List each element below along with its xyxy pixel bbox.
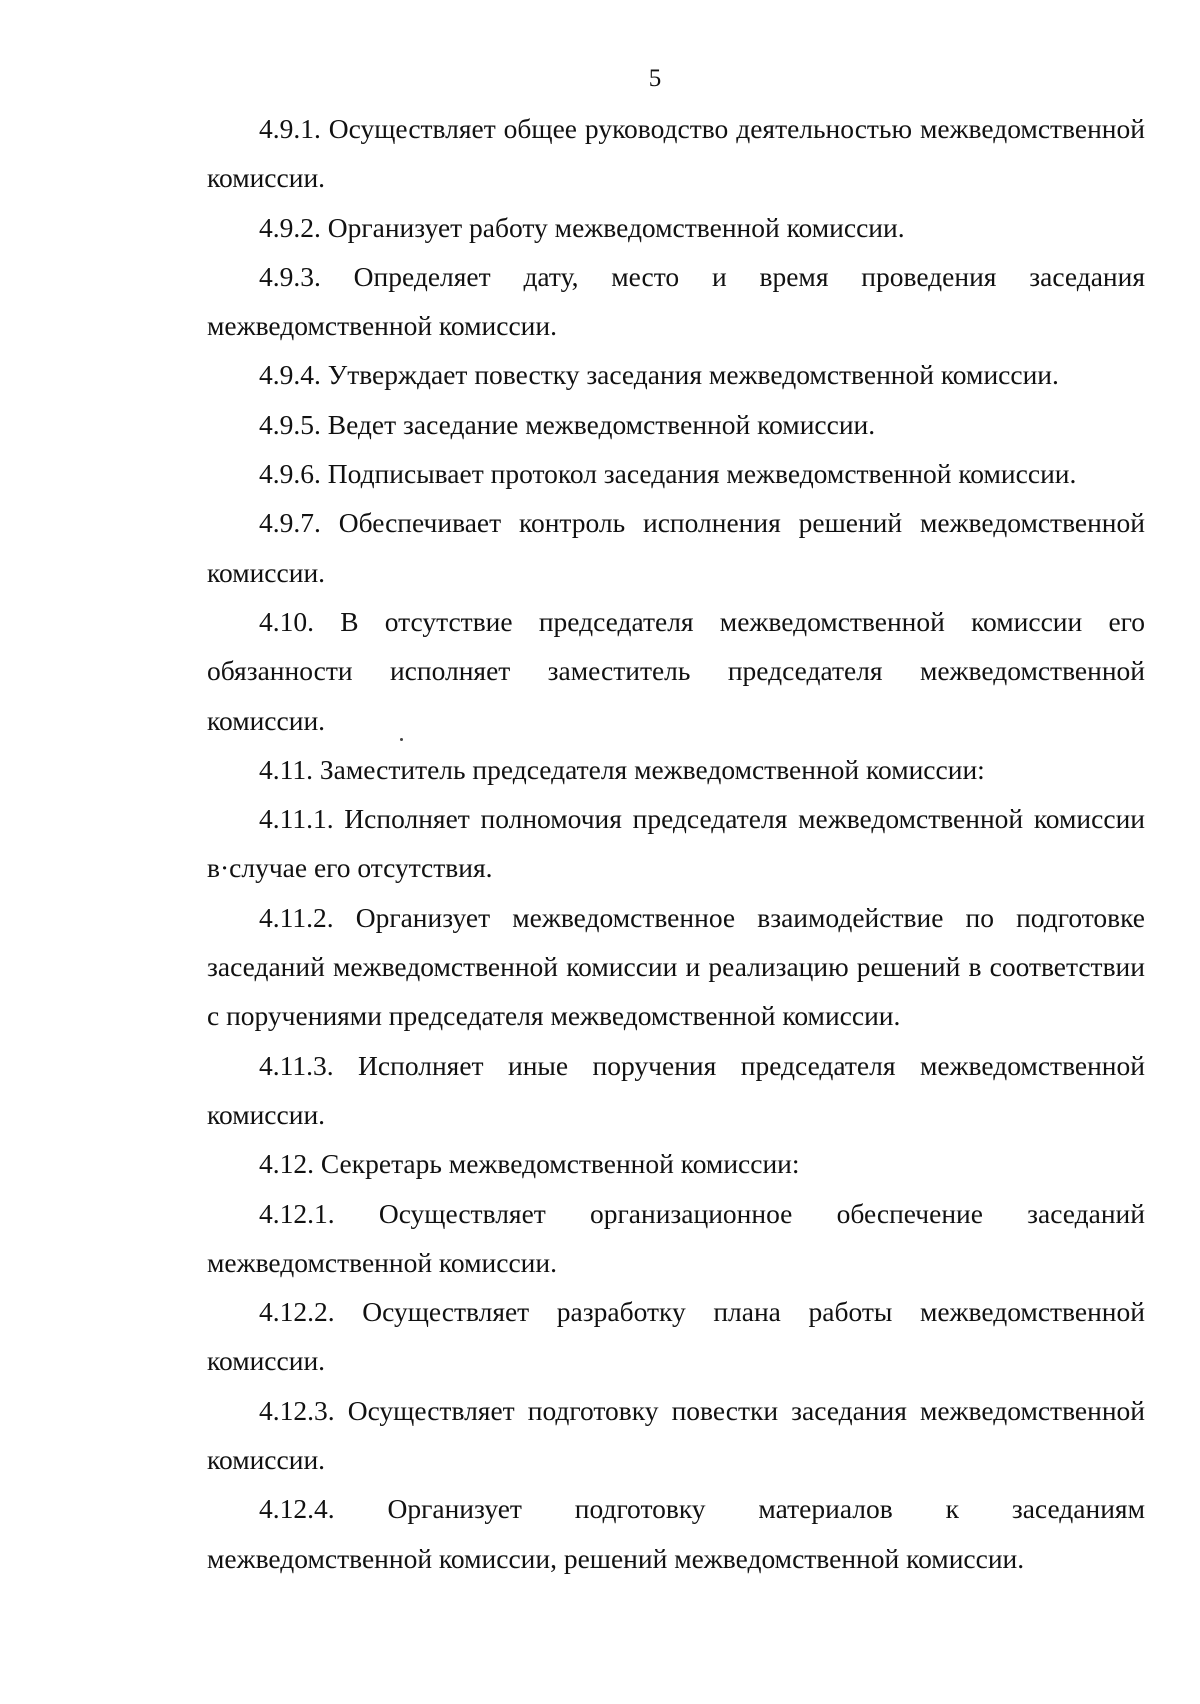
clause-4-12-2: 4.12.2. Осуществляет разработку плана работы межведомственной комиссии. bbox=[207, 1296, 1145, 1377]
clause-4-12-4: 4.12.4. Организует подготовку материалов к заседаниям межведомственной комиссии, решений межведомственной комиссии. bbox=[207, 1493, 1145, 1574]
clause-4-9-1: 4.9.1. Осуществляет общее руководство деятельностью межведомственной комиссии. bbox=[207, 113, 1145, 194]
page-number: 5 bbox=[648, 65, 662, 92]
clause-4-9-2: 4.9.2. Организует работу межведомственной комиссии. bbox=[259, 211, 905, 243]
clause-4-9-7: 4.9.7. Обеспечивает контроль исполнения решений межведомственной комиссии. bbox=[207, 507, 1145, 588]
clause-4-11-3: 4.11.3. Исполняет иные поручения председателя межведомственной комиссии. bbox=[207, 1049, 1145, 1130]
document-body bbox=[207, 104, 1145, 1583]
scan-speck bbox=[400, 738, 403, 741]
clause-4-12-1: 4.12.1. Осуществляет организационное обеспечение заседаний межведомственной комиссии. bbox=[207, 1197, 1145, 1278]
clause-4-9-4: 4.9.4. Утверждает повестку заседания межведомственной комиссии. bbox=[259, 359, 1059, 391]
clause-4-11-1: 4.11.1. Исполняет полномочия председателя межведомственной комиссии в·случае его отсутствия. bbox=[207, 803, 1145, 884]
clause-4-12: 4.12. Секретарь межведомственной комиссии: bbox=[259, 1148, 800, 1180]
clause-4-11-2: 4.11.2. Организует межведомственное взаимодействие по подготовке заседаний межведомственной комиссии и реализацию решений в соответствии с поручениями председателя межведомственной комиссии. bbox=[207, 901, 1145, 1032]
clause-4-9-5: 4.9.5. Ведет заседание межведомственной комиссии. bbox=[259, 408, 876, 440]
clause-4-9-3: 4.9.3. Определяет дату, место и время проведения заседания межведомственной комиссии. bbox=[207, 260, 1145, 342]
clause-4-12-3: 4.12.3. Осуществляет подготовку повестки заседания межведомственной комиссии. bbox=[207, 1394, 1145, 1476]
clause-4-9-6: 4.9.6. Подписывает протокол заседания межведомственной комиссии. bbox=[259, 458, 1077, 490]
clause-4-11: 4.11. Заместитель председателя межведомственной комиссии: bbox=[259, 753, 985, 785]
clause-4-10: 4.10. В отсутствие председателя межведомственной комиссии его обязанности исполняет заместитель председателя межведомственной комиссии. bbox=[207, 605, 1145, 736]
